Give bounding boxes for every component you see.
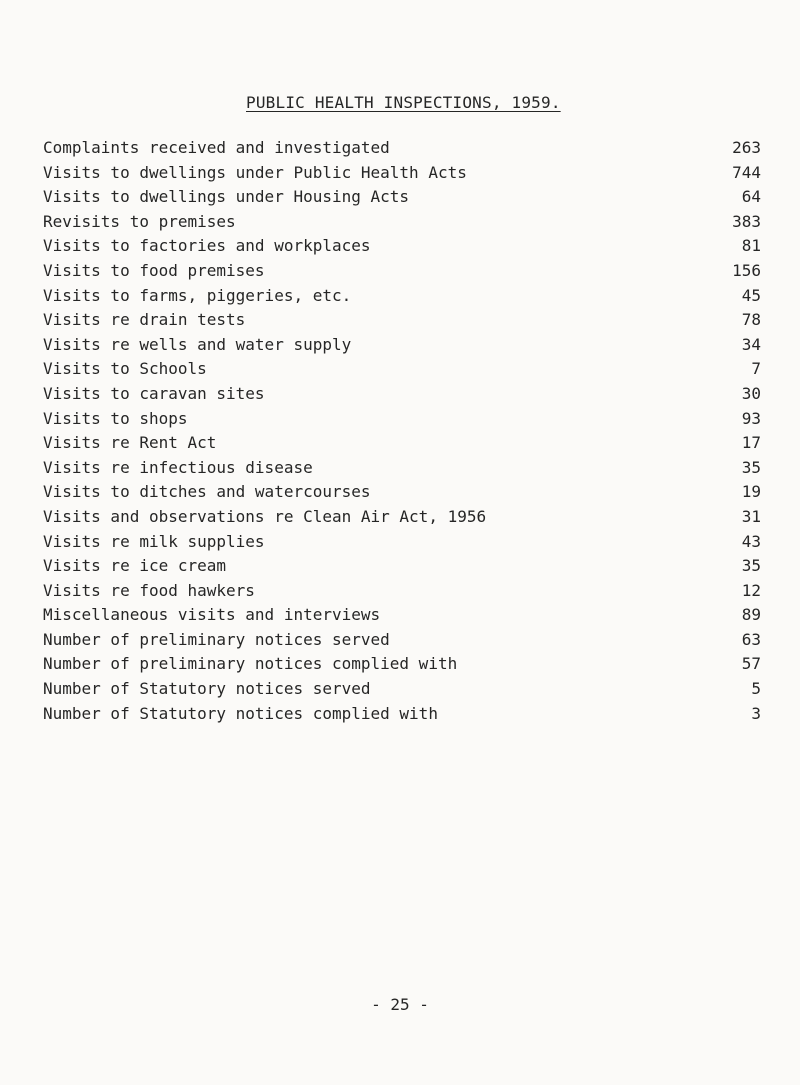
row-label: Visits re milk supplies — [43, 531, 265, 551]
row-label: Visits to dwellings under Public Health Acts — [43, 162, 467, 182]
row-value: 78 — [741, 310, 761, 330]
table-row — [43, 702, 763, 727]
row-label: Visits re wells and water supply — [43, 334, 352, 354]
row-label: Visits re food hawkers — [43, 580, 255, 600]
inspection-table — [43, 136, 763, 726]
row-value: 383 — [732, 211, 761, 231]
row-value: 93 — [741, 408, 761, 428]
row-value: 81 — [741, 236, 761, 256]
table-row — [43, 628, 763, 653]
table-row — [43, 480, 763, 505]
row-value: 43 — [741, 531, 761, 551]
table-row — [43, 136, 763, 161]
table-row — [43, 210, 763, 235]
row-value: 34 — [741, 334, 761, 354]
row-value: 64 — [741, 187, 761, 207]
row-label: Visits to farms, piggeries, etc. — [43, 285, 352, 305]
row-value: 19 — [741, 482, 761, 502]
table-row — [43, 652, 763, 677]
row-label: Number of preliminary notices served — [43, 629, 390, 649]
row-label: Revisits to premises — [43, 211, 236, 231]
row-label: Visits to shops — [43, 408, 188, 428]
row-value: 12 — [741, 580, 761, 600]
row-value: 17 — [741, 433, 761, 453]
table-row — [43, 603, 763, 628]
row-label: Visits re infectious disease — [43, 457, 313, 477]
row-label: Visits re drain tests — [43, 310, 246, 330]
row-label: Number of preliminary notices complied with — [43, 654, 458, 674]
table-row — [43, 234, 763, 259]
row-value: 263 — [732, 138, 761, 157]
row-label: Number of Statutory notices complied with — [43, 703, 438, 723]
row-value: 89 — [741, 605, 761, 625]
table-row — [43, 431, 763, 456]
table-row — [43, 456, 763, 481]
table-row — [43, 407, 763, 432]
row-label: Visits to dwellings under Housing Acts — [43, 187, 410, 207]
table-row — [43, 161, 763, 186]
table-row — [43, 554, 763, 579]
table-row — [43, 677, 763, 702]
row-label: Visits to Schools — [43, 359, 207, 379]
row-value: 7 — [751, 359, 761, 379]
page-title: PUBLIC HEALTH INSPECTIONS, 1959. — [246, 93, 561, 112]
table-row — [43, 505, 763, 530]
table-row — [43, 284, 763, 309]
row-value: 744 — [732, 162, 761, 182]
row-value: 3 — [751, 703, 761, 723]
table-row — [43, 530, 763, 555]
row-value: 45 — [741, 285, 761, 305]
table-row — [43, 579, 763, 604]
row-value: 31 — [741, 506, 761, 526]
table-row — [43, 185, 763, 210]
table-row — [43, 382, 763, 407]
row-label: Visits to caravan sites — [43, 383, 265, 403]
row-value: 35 — [741, 457, 761, 477]
table-row — [43, 308, 763, 333]
row-label: Visits re ice cream — [43, 556, 227, 576]
table-row — [43, 333, 763, 358]
row-value: 30 — [741, 383, 761, 403]
row-label: Visits and observations re Clean Air Act, 1956 — [43, 506, 487, 526]
row-value: 57 — [741, 654, 761, 674]
row-value: 5 — [751, 679, 761, 699]
table-row — [43, 357, 763, 382]
table-row — [43, 259, 763, 284]
row-value: 63 — [741, 629, 761, 649]
row-label: Visits to factories and workplaces — [43, 236, 371, 256]
row-label: Visits to food premises — [43, 260, 265, 280]
row-value: 156 — [732, 260, 761, 280]
page-number: - 25 - — [371, 995, 429, 1014]
row-label: Visits to ditches and watercourses — [43, 482, 371, 502]
row-label: Complaints received and investigated — [43, 138, 390, 157]
row-label: Visits re Rent Act — [43, 433, 217, 453]
row-label: Number of Statutory notices served — [43, 679, 371, 699]
row-label: Miscellaneous visits and interviews — [43, 605, 381, 625]
row-value: 35 — [741, 556, 761, 576]
